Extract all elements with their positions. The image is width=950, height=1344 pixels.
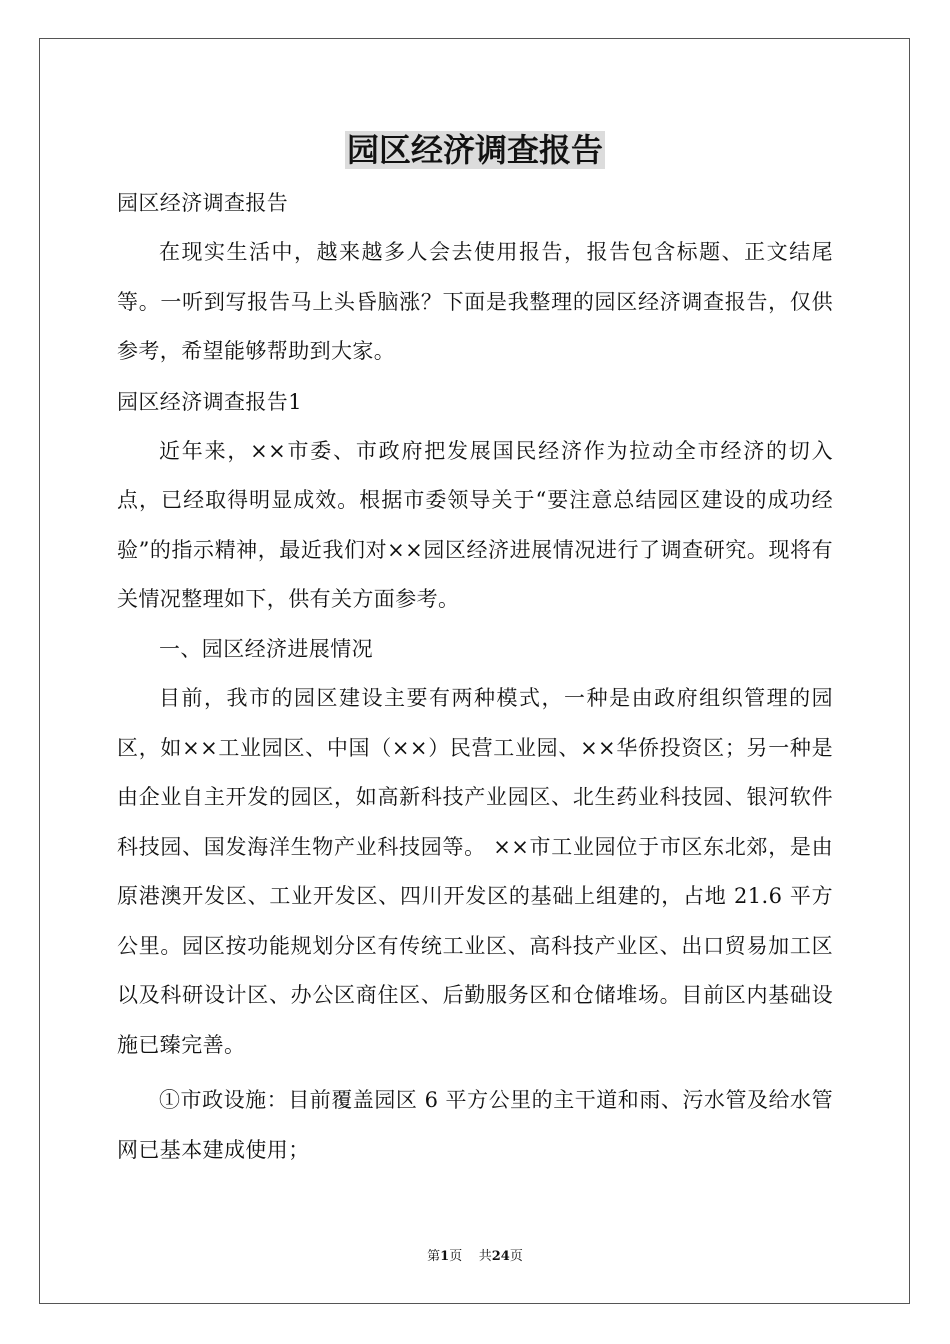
document-body [117, 178, 833, 1175]
document-title-text: 园区经济调查报告 [346, 131, 603, 169]
footer-page-suffix: 页 [449, 1249, 463, 1264]
footer-total-suffix: 页 [509, 1249, 523, 1264]
body-paragraph: 近年来，××市委、市政府把发展国民经济作为拉动全市经济的切入点，已经取得明显成效。根据市委领导关于“要注意总结园区建设的成功经验”的指示精神，最近我们对××园区经济进展情况进行了调查研究。现将有关情况整理如下，供有关方面参考。 [117, 438, 833, 611]
section-subheading: 一、园区经济进展情况 [159, 636, 373, 661]
section-heading: 园区经济调查报告1 [117, 389, 302, 414]
page-footer [0, 1247, 950, 1267]
subtitle-line: 园区经济调查报告 [117, 191, 289, 215]
body-paragraph: 目前，我市的园区建设主要有两种模式，一种是由政府组织管理的园区，如××工业园区、中国（××）民营工业园、××华侨投资区；另一种是由企业自主开发的园区，如高新科技产业园区、北生药业科技园、银河软件科技园、国发海洋生物产业科技园等。 ××市工业园位于市区东北郊，是由原港澳开发区、工业开发区、四川开发区的基础上组建的，占地 21.6 平方公里。园区按功能规划分区有传统工业区、高科技产业区、出口贸易加工区以及科研设计区、办公区商住区、后勤服务区和仓储堆场。目前区内基础设施已臻完善。 [117, 686, 833, 1057]
footer-page-number: 1 [440, 1249, 450, 1264]
list-item: ①市政设施：目前覆盖园区 6 平方公里的主干道和雨、污水管及给水管网已基本建成使用； [117, 1088, 833, 1162]
footer-page-prefix: 第 [427, 1249, 441, 1264]
intro-paragraph: 在现实生活中，越来越多人会去使用报告，报告包含标题、正文结尾等。一听到写报告马上头昏脑涨？下面是我整理的园区经济调查报告，仅供参考，希望能够帮助到大家。 [117, 240, 833, 363]
document-title [0, 126, 950, 174]
footer-total-pages: 24 [491, 1249, 510, 1264]
footer-total-prefix: 共 [478, 1249, 492, 1264]
